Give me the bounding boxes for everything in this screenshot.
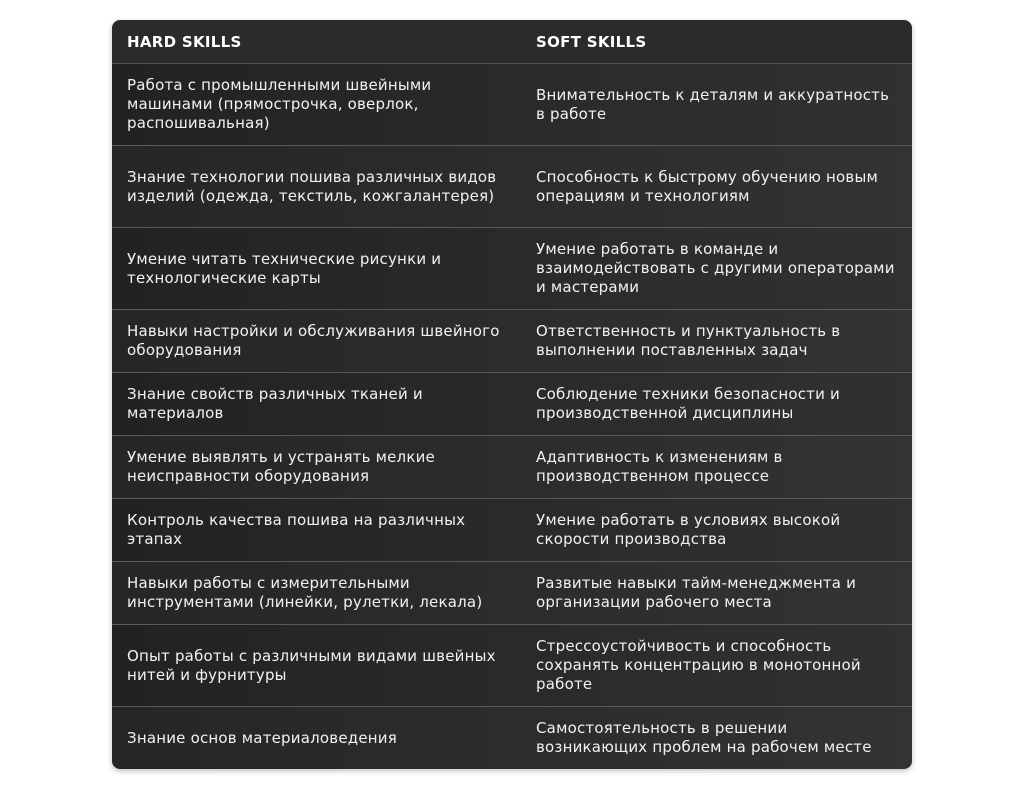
soft-skill-cell: Умение работать в команде и взаимодействовать с другими операторами и мастерами: [521, 228, 912, 310]
soft-skill-cell: Соблюдение техники безопасности и производственной дисциплины: [521, 373, 912, 436]
soft-skill-cell: Развитые навыки тайм-менеджмента и организации рабочего места: [521, 562, 912, 625]
soft-skill-cell: Самостоятельность в решении возникающих проблем на рабочем месте: [521, 707, 912, 770]
table-row: [112, 562, 912, 625]
table-row: [112, 499, 912, 562]
hard-skill-cell: Умение читать технические рисунки и технологические карты: [112, 228, 521, 310]
hard-skill-cell: Умение выявлять и устранять мелкие неисправности оборудования: [112, 436, 521, 499]
hard-skill-cell: Знание свойств различных тканей и материалов: [112, 373, 521, 436]
soft-skill-cell: Адаптивность к изменениям в производственном процессе: [521, 436, 912, 499]
table-row: [112, 707, 912, 770]
header-soft-skills: SOFT SKILLS: [521, 20, 912, 64]
soft-skill-cell: Внимательность к деталям и аккуратность в работе: [521, 64, 912, 146]
soft-skill-cell: Умение работать в условиях высокой скорости производства: [521, 499, 912, 562]
soft-skill-cell: Способность к быстрому обучению новым операциям и технологиям: [521, 146, 912, 228]
soft-skill-cell: Стрессоустойчивость и способность сохранять концентрацию в монотонной работе: [521, 625, 912, 707]
header-hard-skills: HARD SKILLS: [112, 20, 521, 64]
table-row: [112, 373, 912, 436]
hard-skill-cell: Работа с промышленными швейными машинами (прямострочка, оверлок, распошивальная): [112, 64, 521, 146]
table-row: [112, 64, 912, 146]
table-row: [112, 146, 912, 228]
hard-skill-cell: Опыт работы с различными видами швейных нитей и фурнитуры: [112, 625, 521, 707]
skills-table-card: [112, 20, 912, 769]
hard-skill-cell: Контроль качества пошива на различных этапах: [112, 499, 521, 562]
table-row: [112, 310, 912, 373]
table-header-row: [112, 20, 912, 64]
table-row: [112, 436, 912, 499]
hard-skill-cell: Знание основ материаловедения: [112, 707, 521, 770]
hard-skill-cell: Знание технологии пошива различных видов изделий (одежда, текстиль, кожгалантерея): [112, 146, 521, 228]
hard-skill-cell: Навыки настройки и обслуживания швейного оборудования: [112, 310, 521, 373]
hard-skill-cell: Навыки работы с измерительными инструментами (линейки, рулетки, лекала): [112, 562, 521, 625]
table-row: [112, 625, 912, 707]
soft-skill-cell: Ответственность и пунктуальность в выполнении поставленных задач: [521, 310, 912, 373]
skills-table: [112, 20, 912, 769]
table-row: [112, 228, 912, 310]
